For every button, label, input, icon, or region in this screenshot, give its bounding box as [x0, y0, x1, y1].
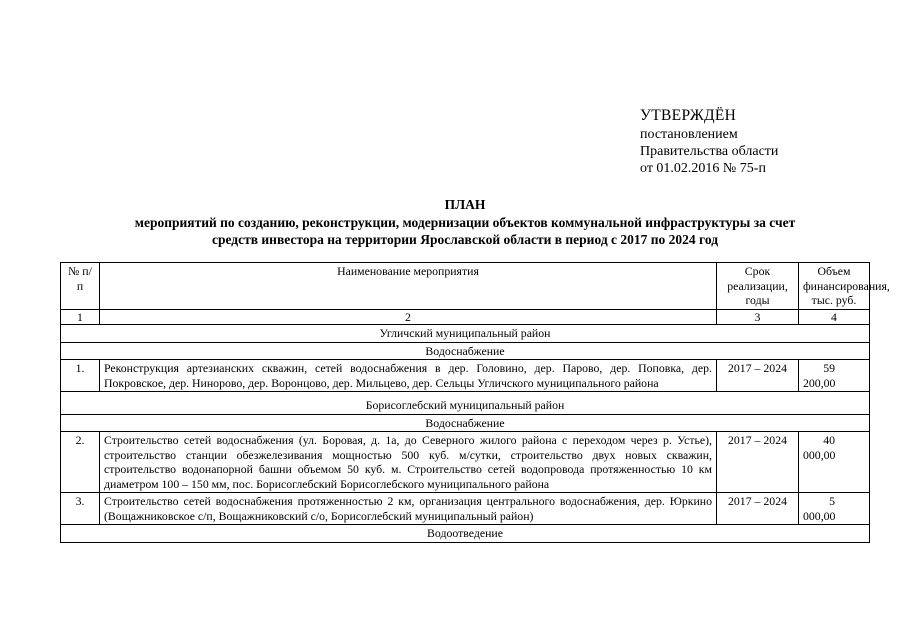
table-header-row [61, 263, 870, 310]
title-subtitle-line: средств инвестора на территории Ярославской области в период с 2017 по 2024 год [211, 232, 719, 247]
approval-line: постановлением [640, 127, 738, 142]
table-row [61, 360, 870, 392]
subsection-row [61, 414, 870, 432]
district-name: Угличский муниципальный район [61, 325, 870, 343]
row-term: 2017 – 2024 [717, 493, 799, 525]
header-num: № п/п [61, 263, 100, 310]
row-funding: 5 000,00 [799, 493, 870, 525]
document-title [60, 196, 870, 248]
row-name: Строительство сетей водоснабжения (ул. Боровая, д. 1а, до Северного жилого района с переходом через р. Устье), строительство станции обезжелезивания мощностью 500 куб. м/сутки, строительство двух новых скважин, строительство водонапорной башни объемом 50 куб. м. Строительство сетей водопровода протяженностью 10 км диаметром 100 – 150 мм, пос. Борисоглебский Борисоглебского муниципального района [100, 432, 717, 493]
column-number: 4 [799, 310, 870, 325]
subsection-row [61, 525, 870, 543]
approval-stamp [640, 107, 778, 177]
district-name: Борисоглебский муниципальный район [61, 392, 870, 415]
approval-date: от 01.02.2016 № 75-п [640, 161, 766, 176]
row-name: Строительство сетей водоснабжения протяженностью 2 км, организация центрального водоснабжения, дер. Юркино (Вощажниковское с/п, Вощажниковский с/о, Борисоглебский муниципальный район) [100, 493, 717, 525]
header-name: Наименование мероприятия [100, 263, 717, 310]
approval-heading: УТВЕРЖДЁН [640, 107, 737, 124]
district-row [61, 325, 870, 343]
row-term: 2017 – 2024 [717, 360, 799, 392]
table-row [61, 493, 870, 525]
title-plan: ПЛАН [444, 197, 486, 212]
row-num: 1. [61, 360, 100, 392]
header-term: Срок реализации, годы [717, 263, 799, 310]
subsection-row [61, 342, 870, 360]
title-subtitle-line: мероприятий по созданию, реконструкции, модернизации объектов коммунальной инфраструктуры за счет [134, 215, 796, 230]
subsection-name: Водоотведение [61, 525, 870, 543]
column-number-row [61, 310, 870, 325]
row-name: Реконструкция артезианских скважин, сетей водоснабжения в дер. Головино, дер. Парово, дер. Поповка, дер. Покровское, дер. Нинорово, дер. Воронцово, дер. Мильцево, дер. Сельцы Угличского муниципального района [100, 360, 717, 392]
row-funding: 59 200,00 [799, 360, 870, 392]
subsection-name: Водоснабжение [61, 342, 870, 360]
row-num: 2. [61, 432, 100, 493]
row-num: 3. [61, 493, 100, 525]
district-row [61, 392, 870, 415]
approval-line: Правительства области [640, 144, 779, 159]
table-row [61, 432, 870, 493]
column-number: 1 [61, 310, 100, 325]
row-funding: 40 000,00 [799, 432, 870, 493]
column-number: 2 [100, 310, 717, 325]
row-term: 2017 – 2024 [717, 432, 799, 493]
subsection-name: Водоснабжение [61, 414, 870, 432]
header-funding: Объем финансирования, тыс. руб. [799, 263, 870, 310]
plan-table [60, 262, 890, 543]
column-number: 3 [717, 310, 799, 325]
